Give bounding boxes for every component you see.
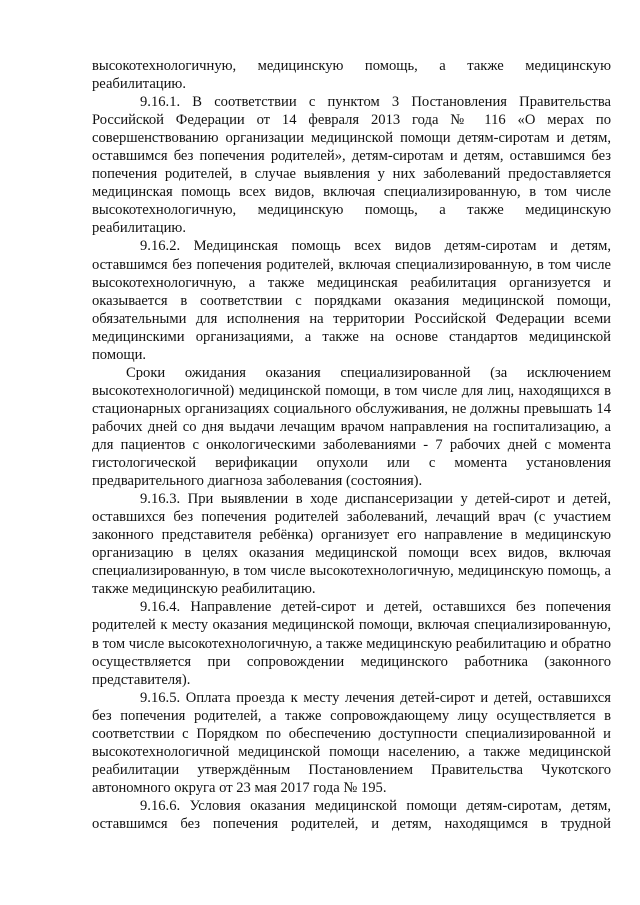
paragraph-9-16-1: 9.16.1. В соответствии с пунктом 3 Постановления Правительства Российской Федерации от 14 февраля 2013 года № 116 «О мерах по совершенствованию организации медицинской помощи детям-сиротам и детям, оставшимся без попечения родителей», детям-сиротам и детям, оставшимся без попечения родителей, в случае выявления у них заболеваний предоставляется медицинская помощь всех видов, включая специализированную, в том числе высокотехнологичную, медицинскую помощь, а также медицинскую реабилитацию. — [92, 94, 611, 237]
paragraph-9-16-2: 9.16.2. Медицинская помощь всех видов детям-сиротам и детям, оставшимся без попечения родителей, включая специализированную, в том числе высокотехнологичную, а также медицинская реабилитация организуется и оказывается в соответствии с порядками оказания медицинской помощи, обязательными для исполнения на территории Российской Федерации всеми медицинскими организациями, а также на основе стандартов медицинской помощи. — [92, 238, 611, 363]
paragraph-9-16-6: 9.16.6. Условия оказания медицинской помощи детям-сиротам, детям, оставшимся без попечения родителей, и детям, находящимся в трудной — [92, 797, 611, 832]
paragraph-waiting-times: Сроки ожидания оказания специализированной (за исключением высокотехнологичной) медицинской помощи, в том числе для лиц, находящихся в стационарных организациях социального обслуживания, не должны превышать 14 рабочих дней со дня выдачи лечащим врачом направления на госпитализацию, а для пациентов с онкологическими заболеваниями - 7 рабочих дней с момента гистологической верификации опухоли или с момента установления предварительного диагноза заболевания (состояния). — [92, 364, 611, 490]
paragraph-9-16-3: 9.16.3. При выявлении в ходе диспансеризации у детей-сирот и детей, оставшихся без попечения родителей заболеваний, лечащий врач (с участием законного представителя ребёнка) организует его направление в медицинскую организацию в целях оказания медицинской помощи всех видов, включая специализированную, в том числе высокотехнологичную, медицинскую помощь, а также медицинскую реабилитацию. — [92, 491, 611, 598]
paragraph-9-16-4: 9.16.4. Направление детей-сирот и детей, оставшихся без попечения родителей к месту оказания медицинской помощи, включая специализированную, в том числе высокотехнологичную, а также медицинскую реабилитацию и обратно осуществляется при сопровождении медицинского работника (законного представителя). — [92, 599, 611, 688]
paragraph-9-16-5: 9.16.5. Оплата проезда к месту лечения детей-сирот и детей, оставшихся без попечения родителей, а также сопровождающему лицу осуществляется в соответствии с Порядком по обеспечению доступности специализированной и высокотехнологичной медицинской помощи населению, а также медицинской реабилитации утверждённым Постановлением Правительства Чукотского автономного округа от 23 мая 2017 года № 195. — [92, 689, 611, 796]
paragraph-continued: высокотехнологичную, медицинскую помощь, а также медицинскую реабилитацию. — [92, 58, 611, 93]
